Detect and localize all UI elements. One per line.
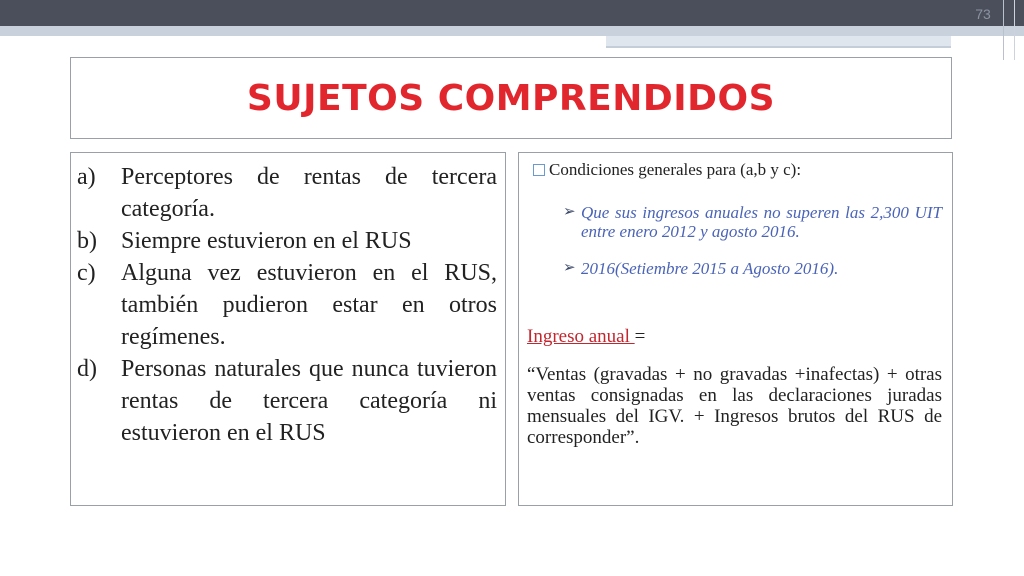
list-item <box>77 225 497 257</box>
slide-title: SUJETOS COMPRENDIDOS <box>246 77 776 119</box>
checkbox-bullet-icon <box>533 164 545 176</box>
list-item-text: Personas naturales que nunca tuvieron rentas de tercera categoría ni estuvieron en el RUS <box>121 356 497 446</box>
list-item <box>563 203 942 241</box>
list-marker: a) <box>77 164 96 190</box>
condition-text: 2016(Setiembre 2015 a Agosto 2016). <box>581 259 839 278</box>
decorative-vertical-line <box>1014 0 1015 60</box>
ingreso-anual-formula: “Ventas (gravadas + no gravadas +inafectas) + otras ventas consignadas en las declaraciones juradas mensuales del IGV. + Ingresos brutos del RUS de corresponder”. <box>527 364 942 448</box>
ingreso-anual-line <box>527 326 942 348</box>
slide-top-bar <box>0 0 1024 26</box>
arrow-bullet-icon: ➢ <box>563 204 576 220</box>
conditions-list <box>527 203 942 278</box>
list-marker: c) <box>77 260 96 286</box>
list-item-text: Perceptores de rentas de tercera categoría. <box>121 164 497 222</box>
ingreso-anual-label: Ingreso anual <box>527 326 635 347</box>
arrow-bullet-icon: ➢ <box>563 260 576 276</box>
slide-number: 73 <box>975 6 991 22</box>
left-content-box <box>70 152 506 506</box>
subjects-list <box>77 161 497 449</box>
slide-accent-band <box>0 26 1024 36</box>
equals-sign: = <box>634 326 646 347</box>
title-box <box>70 57 952 139</box>
list-item <box>563 259 942 278</box>
list-item <box>77 257 497 353</box>
list-marker: d) <box>77 356 97 382</box>
list-marker: b) <box>77 228 97 254</box>
condition-text: Que sus ingresos anuales no superen las 2,300 UIT entre enero 2012 y agosto 2016. <box>581 203 942 241</box>
list-item-text: Siempre estuvieron en el RUS <box>121 228 412 254</box>
list-item <box>77 353 497 449</box>
slide-accent-band-secondary <box>606 36 951 46</box>
list-item-text: Alguna vez estuvieron en el RUS, también pudieron estar en otros regímenes. <box>121 260 497 350</box>
right-content-box <box>518 152 953 506</box>
conditions-heading <box>527 159 942 181</box>
list-item <box>77 161 497 225</box>
slide-accent-line <box>606 46 951 48</box>
conditions-heading-text: Condiciones generales para (a,b y c): <box>549 160 802 179</box>
decorative-vertical-line <box>1003 0 1004 60</box>
